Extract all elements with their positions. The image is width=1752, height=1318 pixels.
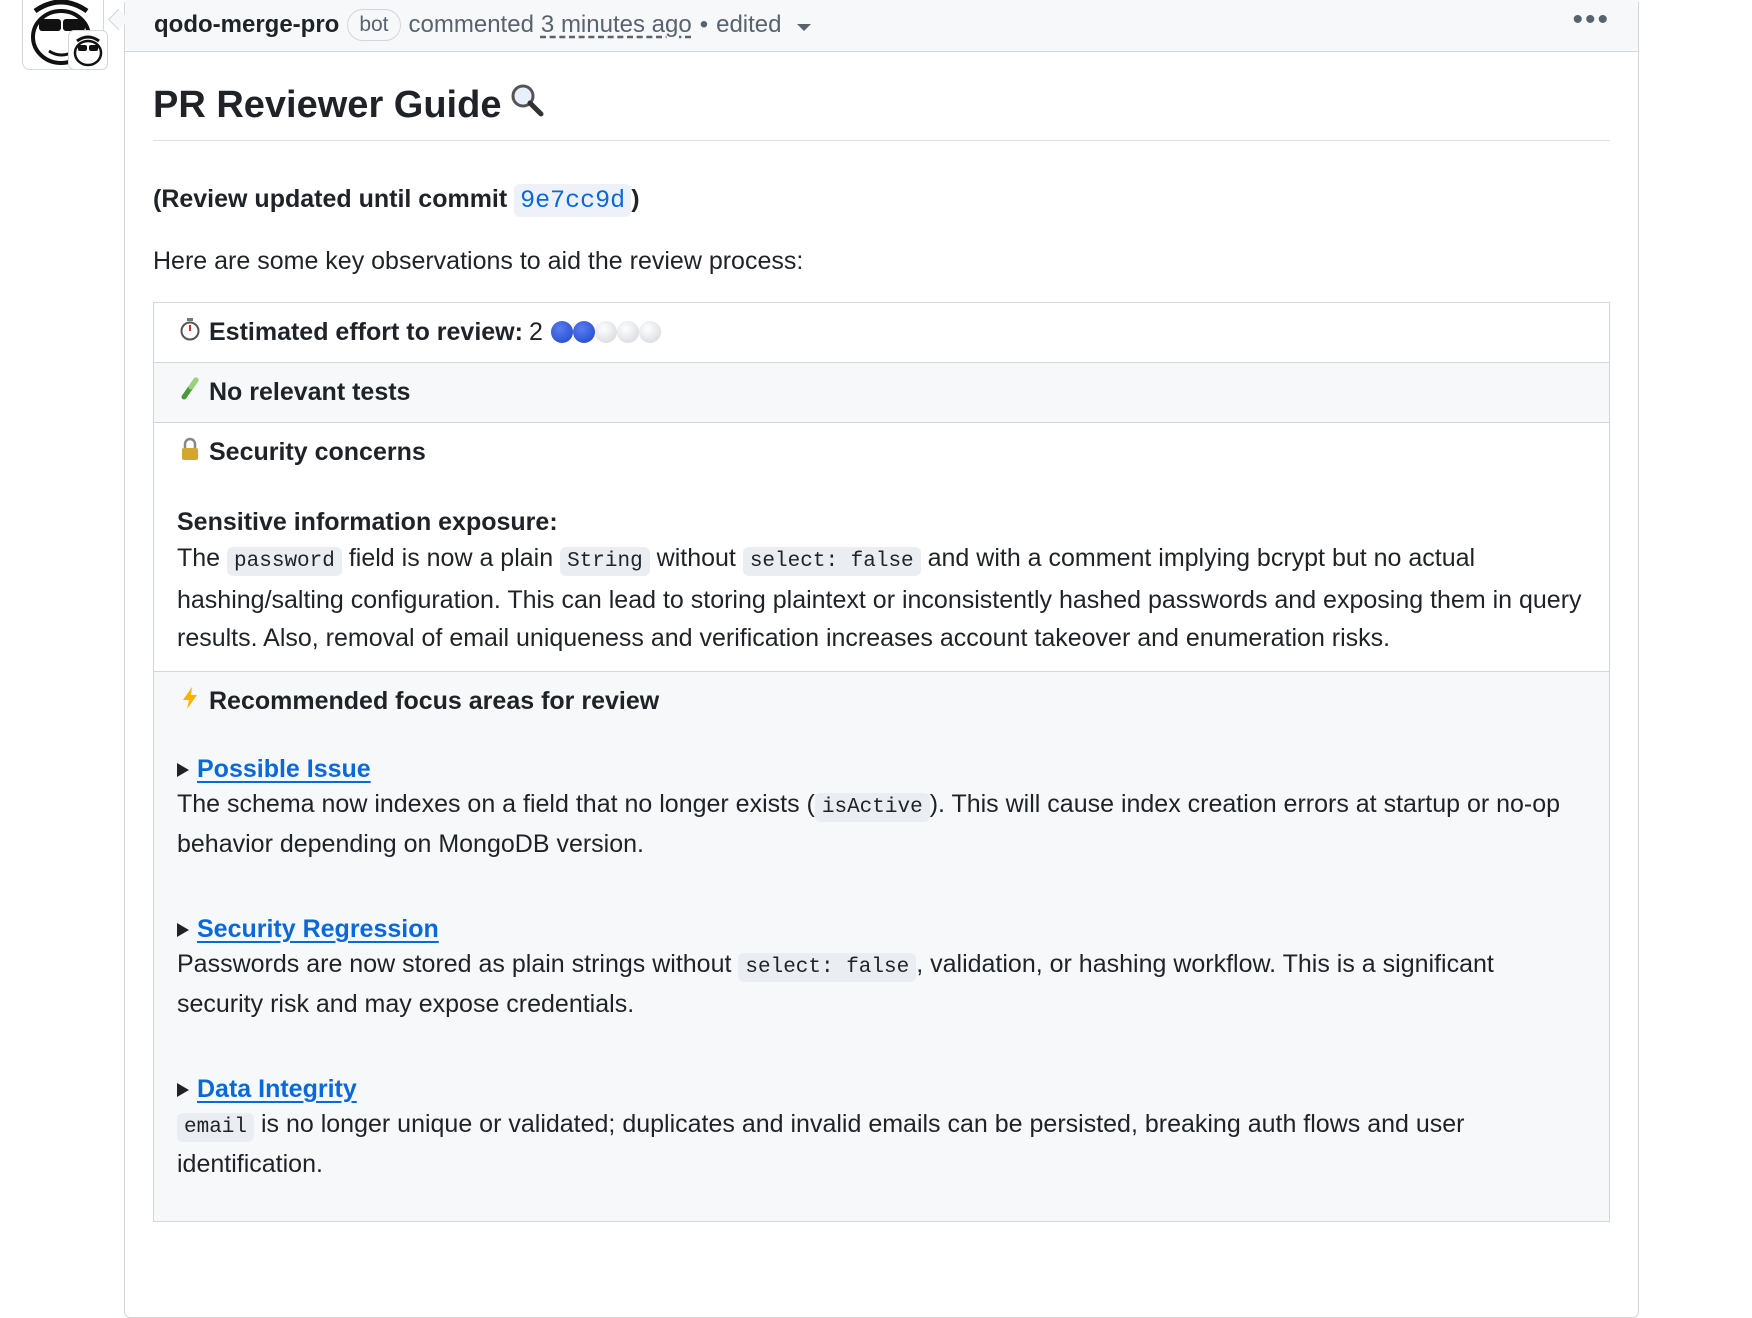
disclosure-triangle-icon: [177, 923, 189, 937]
focus-item-link[interactable]: Data Integrity: [197, 1075, 357, 1103]
comment-action: commented: [408, 11, 534, 38]
stopwatch-icon: [177, 317, 203, 348]
effort-scale: [551, 318, 661, 347]
review-table: [153, 302, 1610, 1222]
intro-text: Here are some key observations to aid the review process:: [153, 247, 804, 275]
effort-dot-empty: [595, 321, 617, 343]
effort-dot-empty: [617, 321, 639, 343]
focus-item-link[interactable]: Possible Issue: [197, 755, 371, 783]
disclosure-triangle-icon: [177, 763, 189, 777]
focus-item-link[interactable]: Security Regression: [197, 915, 439, 943]
tests-label: No relevant tests: [209, 378, 411, 406]
effort-label: Estimated effort to review: [209, 318, 515, 346]
security-description: [177, 539, 1586, 657]
effort-value: 2: [528, 318, 543, 346]
kebab-horizontal-icon[interactable]: •••: [1572, 3, 1610, 36]
commit-line: [153, 185, 1610, 215]
effort-dot-empty: [639, 321, 661, 343]
bot-mini-avatar-icon: [68, 30, 108, 70]
effort-dot-filled: [551, 321, 573, 343]
text-fragment: field is now a plain: [348, 544, 554, 572]
commit-prefix: (Review updated until commit: [153, 185, 508, 213]
security-subheading: Sensitive information exposure:: [177, 508, 558, 536]
bot-badge: bot: [347, 9, 400, 41]
code-isactive: isActive: [815, 793, 930, 822]
chevron-down-icon: [797, 24, 811, 31]
disclosure-triangle-icon: [177, 1083, 189, 1097]
security-row: [154, 423, 1609, 672]
guide-title: [153, 82, 1610, 141]
text-fragment: without: [656, 544, 736, 572]
code-email: email: [177, 1113, 254, 1142]
effort-dot-filled: [573, 321, 595, 343]
comment-box: [124, 0, 1639, 1318]
focus-item-summary[interactable]: [177, 1075, 1586, 1104]
commit-suffix: ): [631, 185, 640, 213]
separator: •: [699, 11, 709, 38]
text-fragment: and with a comment implying bcrypt but no actual hashing/salting configuration. This can lead to storing plaintext or inconsistently hashed passwords and exposing them in query results. Also, removal of email uniqueness and verification increases account takeover and enumeration risks.: [177, 544, 1582, 652]
code-string: String: [560, 547, 650, 576]
text-fragment: The schema now indexes on a field that no longer exists (: [177, 790, 815, 818]
focus-item-text: [177, 946, 1586, 1023]
magnifying-glass-icon: [509, 82, 545, 128]
focus-item-summary[interactable]: [177, 915, 1586, 944]
comment-timestamp[interactable]: 3 minutes ago: [540, 11, 692, 38]
text-fragment: , validation, or hashing workflow. This is a significant security risk and may expose credentials.: [177, 950, 1494, 1018]
lock-icon: [177, 437, 203, 468]
test-tube-icon: [177, 377, 203, 408]
focus-item-summary[interactable]: [177, 755, 1586, 784]
code-password: password: [227, 547, 342, 576]
author-link[interactable]: qodo-merge-pro: [154, 11, 340, 38]
code-select-false: select: false: [738, 953, 916, 982]
guide-title-text: PR Reviewer Guide: [153, 83, 502, 126]
commit-sha-link[interactable]: 9e7cc9d: [514, 184, 631, 217]
comment-body: [125, 82, 1638, 1222]
focus-item: [177, 1075, 1586, 1183]
lightning-icon: [177, 686, 203, 717]
focus-item: [177, 755, 1586, 863]
text-fragment: ). This will cause index creation errors at startup or no-op behavior depending on MongoDB version.: [177, 790, 1561, 858]
text-fragment: Passwords are now stored as plain strings without: [177, 950, 732, 978]
code-select-false: select: false: [743, 547, 921, 576]
security-label: Security concerns: [209, 438, 426, 466]
comment-header: [125, 0, 1638, 52]
tests-row: [154, 363, 1609, 423]
focus-item: [177, 915, 1586, 1023]
edited-dropdown[interactable]: [716, 11, 811, 39]
focus-label: Recommended focus areas for review: [209, 687, 660, 715]
text-fragment: is no longer unique or validated; duplicates and invalid emails can be persisted, breaking auth flows and user identification.: [177, 1110, 1465, 1178]
text-fragment: The: [177, 544, 221, 572]
edited-label: edited: [716, 11, 782, 38]
focus-row: [154, 672, 1609, 1221]
focus-item-text: [177, 1106, 1586, 1183]
focus-item-text: [177, 786, 1586, 863]
effort-row: Estimated effort to review : 2: [154, 303, 1609, 363]
